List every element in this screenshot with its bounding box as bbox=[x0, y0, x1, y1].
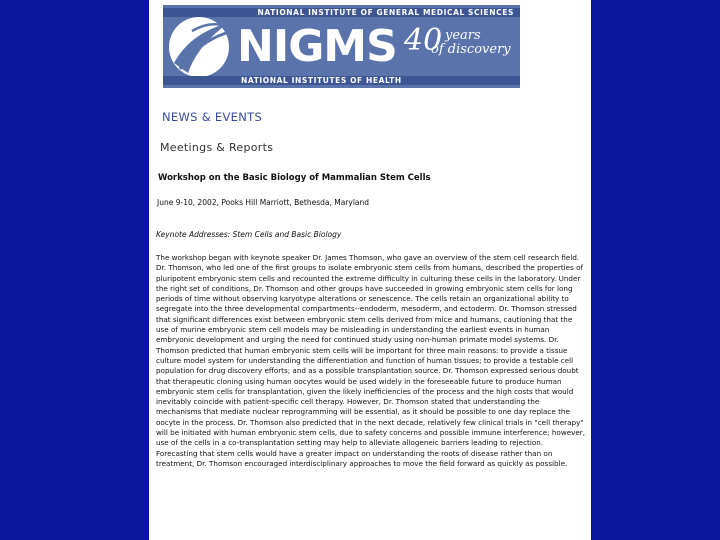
org-name: NATIONAL INSTITUTE OF GENERAL MEDICAL SCIENCES bbox=[163, 8, 520, 17]
anniversary-text bbox=[431, 29, 517, 57]
anniversary-number: 40 bbox=[404, 23, 443, 58]
nigms-logo-icon bbox=[166, 11, 234, 81]
article-date-location: June 9-10, 2002, Pooks Hill Marriott, Bethesda, Maryland bbox=[157, 198, 370, 207]
section-heading: NEWS & EVENTS bbox=[162, 110, 263, 124]
slide-page bbox=[149, 0, 591, 540]
anniversary-line-2: of discovery bbox=[431, 42, 511, 57]
article-title: Workshop on the Basic Biology of Mammalian Stem Cells bbox=[158, 173, 431, 183]
nigms-acronym: NIGMS bbox=[237, 21, 397, 72]
subsection-heading: Meetings & Reports bbox=[160, 141, 274, 154]
parent-org: NATIONAL INSTITUTES OF HEALTH bbox=[163, 76, 520, 85]
article-subheading: Keynote Addresses: Stem Cells and Basic Biology bbox=[156, 230, 342, 239]
anniversary-line-1: years bbox=[445, 28, 481, 43]
article-body: The workshop began with keynote speaker Dr. James Thomson, who gave an overview of the stem cell research field. Dr. Thomson, who led one of the first groups to isolate embryonic stem cells from humans, described the properties of pluripotent embryonic stem cells and recounted the extreme difficulty in culturing these cells in the laboratory. Under the right set of conditions, Dr. Thomson and other groups have succeeded in growing embryonic stem cells for long periods of time without observing karyotype alterations or senescence. The cells retain an organizational ability to segregate into the three developmental compartments--endoderm, mesoderm, and ectoderm. Dr. Thomson stressed that significant differences exist between embryonic stem cells derived from mice and humans, cautioning that the use of murine embryonic stem cell models may be misleading in understanding the earliest events in human embryonic development and urging the need for continued study using non-human primate model systems. Dr. Thomson predicted that human embryonic stem cells will be important for three main reasons: to provide a tissue culture model system for understanding the differentiation and function of human tissues; to provide a testable cell population for drug discovery efforts; and as a possible transplantation source. Dr. Thomson expressed serious doubt that therapeutic cloning using human oocytes would be used widely in the foreseeable future to produce human embryonic stem cells for transplantation, given the likely inefficiencies of the process and the high costs that would inevitably coincide with patient-specific cell therapy. However, Dr. Thomson stated that understanding the mechanisms that mediate nuclear reprogramming will be essential, as it should be possible to one day replace the oocyte in the process. Dr. Thomson also predicted that in the next decade, relatively few clinical trials in "cell therapy" will be initiated with human embryonic stem cells, due to safety concerns and possible immune interference; however, use of the cells in a co-transplantation setting may help to alleviate allogeneic barriers leading to rejection. Forecasting that stem cells would have a greater impact on understanding the roots of disease rather than on treatment, Dr. Thomson encouraged interdisciplinary approaches to move the field forward as quickly as possible. bbox=[156, 253, 586, 468]
nigms-banner bbox=[163, 5, 520, 88]
